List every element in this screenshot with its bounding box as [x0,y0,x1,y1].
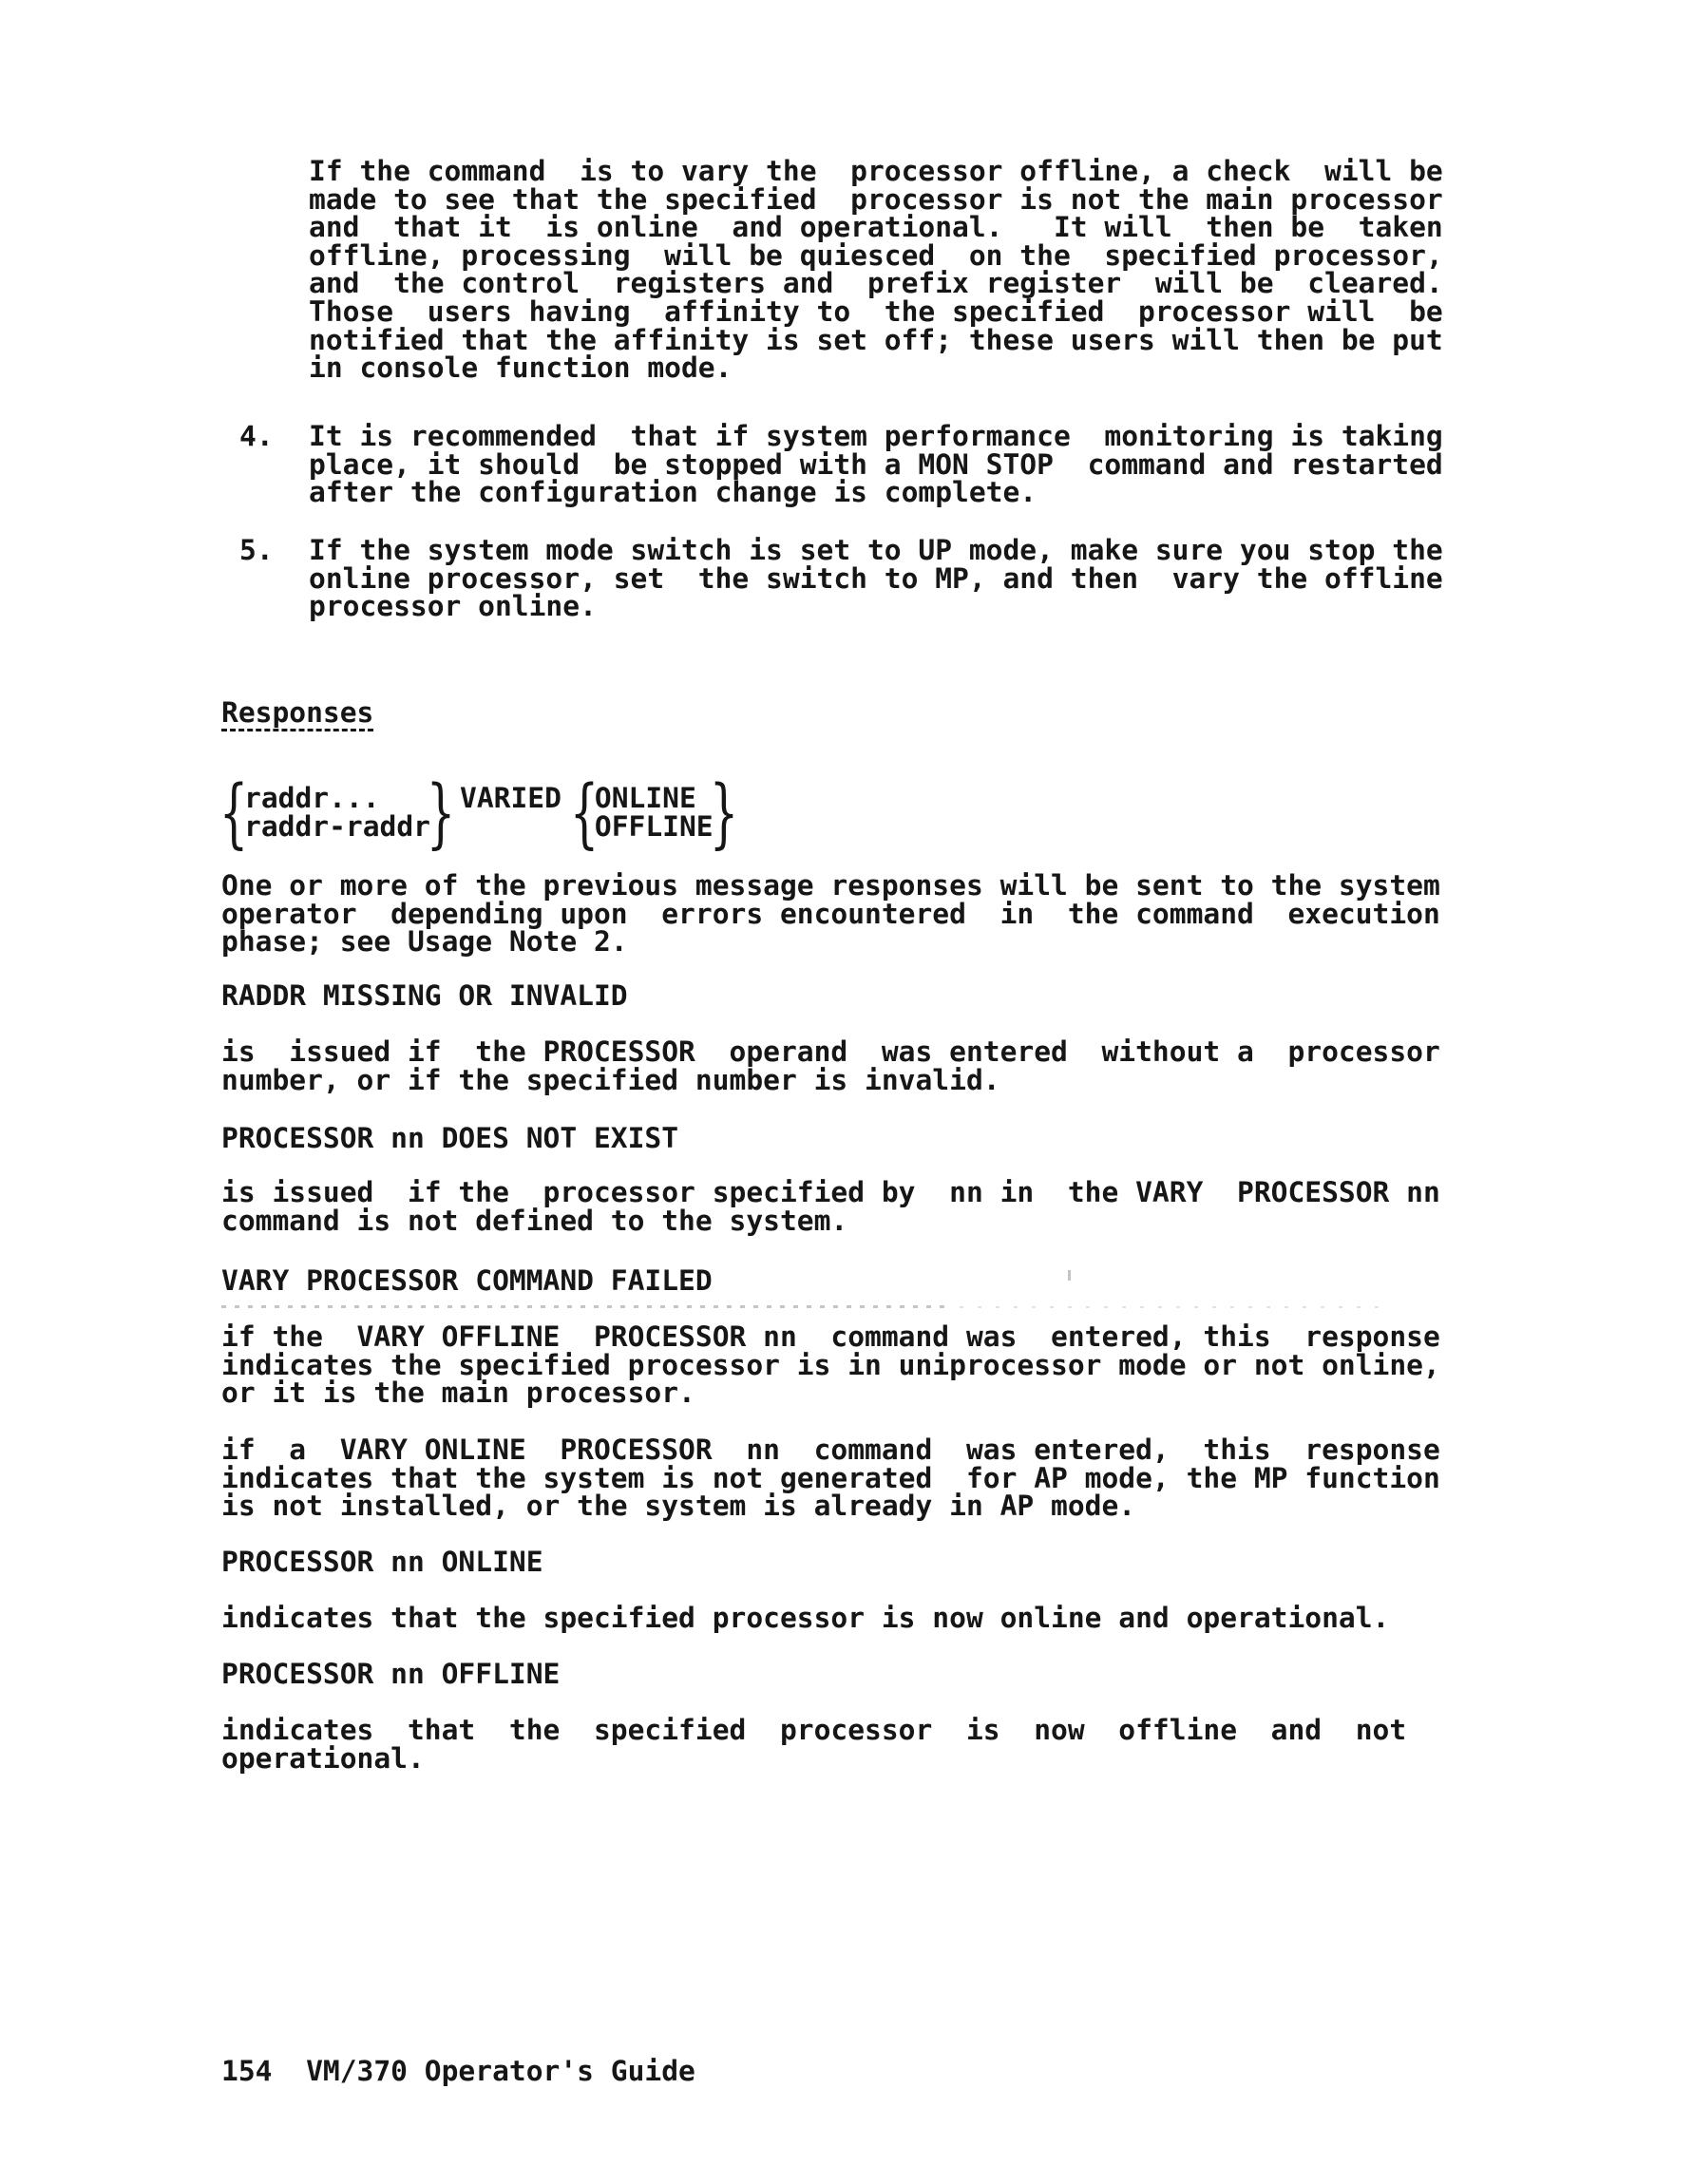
message-title-text: RADDR MISSING OR INVALID [221,979,628,1012]
text-line: is issued if the processor specified by nn in the VARY PROCESSOR nn [221,1176,1440,1208]
responses-intro-paragraph [221,869,1440,959]
message-title [221,979,628,1012]
close-brace-icon: } [709,769,738,857]
message-description [221,1436,1440,1521]
scan-speck-artifact [1068,1270,1071,1281]
operand-options [244,782,430,843]
usage-note-4 [239,420,1443,509]
text-line: If the system mode switch is set to UP mode, make sure you stop the [309,534,1443,566]
page-footer [221,2055,695,2087]
state-option: ONLINE [594,782,696,814]
text-line: in console function mode. [309,351,733,385]
text-line: command is not defined to the system. [221,1204,848,1237]
responses-heading: Responses [221,699,373,731]
message-title [221,1122,679,1154]
text-line: or it is the main processor. [221,1377,695,1410]
text-line: indicates that the specified processor is now online and operational. [221,1602,1390,1634]
text-line: online processor, set the switch to MP, and then vary the offline [309,561,1443,595]
text-line: place, it should be stopped with a MON STOP command and restarted [309,447,1443,481]
text-line: offline, processing will be quiesced on the specified processor, [309,238,1443,272]
message-description [221,1714,1407,1775]
syntax-keyword: VARIED [460,782,561,814]
text-line: indicates the specified processor is in uniprocessor mode or not online, [221,1348,1440,1381]
text-line: is issued if the PROCESSOR operand was entered without a processor [221,1035,1440,1068]
text-line: if the VARY OFFLINE PROCESSOR nn command was entered, this response [221,1320,1440,1353]
text-line: and that it is online and operational. It will then be taken [309,211,1443,244]
message-title-text: PROCESSOR nn ONLINE [221,1546,543,1578]
scan-smudge-artifact [960,1306,1387,1308]
text-line: notified that the affinity is set off; these users will then be put [309,323,1443,356]
open-brace-icon: { [569,769,600,857]
text-line: made to see that the specified processor is not the main processor [309,182,1443,216]
text-line: indicates that the specified processor is now offline and not [221,1714,1407,1746]
text-line: operator depending upon errors encountered in the command execution [221,897,1440,930]
open-brace-icon: { [219,769,249,857]
text-line: processor online. [309,590,597,623]
note-number: 5. [239,534,274,566]
scan-smudge-artifact [221,1305,953,1308]
operand-option: raddr... [244,782,380,814]
operand-option: raddr-raddr [244,809,430,843]
responses-section [221,696,374,731]
text-line: indicates that the system is not generated for AP mode, the MP function [221,1461,1440,1494]
text-line: Those users having affinity to the specified processor will be [309,294,1443,328]
text-line: if a VARY ONLINE PROCESSOR nn command was entered, this response [221,1434,1440,1466]
message-title [221,1548,543,1577]
message-title-text: PROCESSOR nn OFFLINE [221,1658,561,1690]
message-description [221,1320,1440,1410]
message-title-text: PROCESSOR nn DOES NOT EXIST [221,1122,679,1154]
message-title-text: VARY PROCESSOR COMMAND FAILED [221,1264,713,1297]
text-line: is not installed, or the system is already in AP mode. [221,1490,1136,1523]
text-line: operational. [221,1741,425,1775]
footer-text: 154 VM/370 Operator's Guide [221,2055,695,2087]
text-line: It is recommended that if system performance monitoring is taking [309,420,1443,452]
text-line: after the configuration change is complete. [309,476,1037,509]
message-title [221,1658,561,1690]
text-line: and the control registers and prefix register will be cleared. [309,267,1443,300]
message-description [221,1602,1390,1634]
message-description [221,1176,1440,1237]
continuation-paragraph [309,155,1443,385]
response-syntax-diagram [219,769,738,857]
message-description [221,1035,1440,1096]
text-line: number, or if the specified number is invalid. [221,1063,1000,1096]
note-number: 4. [239,420,274,452]
state-option: OFFLINE [594,809,714,843]
text-line: phase; see Usage Note 2. [221,925,628,959]
close-brace-icon: } [426,769,456,857]
text-line: One or more of the previous message responses will be sent to the system [221,869,1440,902]
text-line: If the command is to vary the processor offline, a check will be [309,155,1443,187]
state-options [594,782,714,843]
message-title [221,1264,713,1297]
usage-note-5 [239,534,1443,623]
